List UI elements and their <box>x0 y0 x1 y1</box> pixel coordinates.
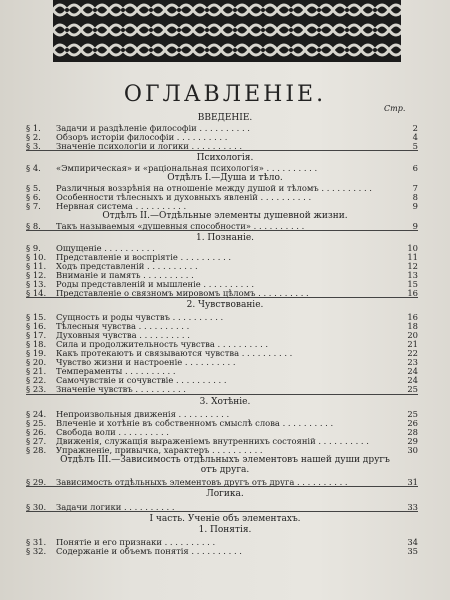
section-heading: 1. Познаніе. <box>195 233 255 243</box>
section-number: § 21. <box>26 367 47 376</box>
toc-entry <box>26 313 418 322</box>
page-number: 20 <box>407 331 418 340</box>
toc-entry <box>26 437 418 446</box>
toc-entry <box>26 547 418 556</box>
section-heading: 3. Хотѣніе. <box>199 397 251 407</box>
section-number: § 16. <box>26 322 47 331</box>
entry-title: Представленіе и воспріятіе . . . . . . . . . . <box>56 253 232 262</box>
page-number: 10 <box>407 244 418 253</box>
section-number: § 19. <box>26 349 47 358</box>
page-number: 11 <box>407 253 418 262</box>
section-number: § 12. <box>26 271 47 280</box>
page-number: 22 <box>407 349 418 358</box>
entry-title: Задачи и раздѣленіе философіи . . . . . . . . . . <box>56 124 250 133</box>
entry-title: Ходъ представленій . . . . . . . . . . <box>56 262 198 271</box>
section-number: § 27. <box>26 437 47 446</box>
entry-title: Различныя воззрѣнія на отношеніе между душой и тѣломъ . . . . . . . . . . <box>56 184 372 193</box>
section-heading: Отдѣлъ II.—Отдѣльные элементы душевной жизни. <box>102 211 348 221</box>
entry-title: Свобода воли . . . . . . . . . . <box>56 428 169 437</box>
toc-entry <box>26 538 418 547</box>
entry-title: Тѣлесныя чувства . . . . . . . . . . <box>56 322 190 331</box>
section-number: § 3. <box>26 142 41 151</box>
section-heading: Отдѣлъ I.—Душа и тѣло. <box>167 173 283 183</box>
section-heading: 1. Понятія. <box>198 525 252 535</box>
section-number: § 31. <box>26 538 47 547</box>
toc-entry <box>26 202 418 211</box>
section-number: § 10. <box>26 253 47 262</box>
page-number: 28 <box>407 428 418 437</box>
section-number: § 29. <box>26 478 47 487</box>
section-heading: Отдѣлъ III.—Зависимость отдѣльныхъ элементовъ нашей души другъ <box>60 455 390 465</box>
page-number: 9 <box>412 202 418 211</box>
entry-title: Чувство жизни и настроеніе . . . . . . . . . . <box>56 358 236 367</box>
section-number: § 26. <box>26 428 47 437</box>
toc-entry <box>26 124 418 133</box>
divider-rule <box>26 230 418 231</box>
section-number: § 28. <box>26 446 47 455</box>
page-number: 33 <box>407 503 418 512</box>
section-number: § 2. <box>26 133 41 142</box>
divider-rule <box>26 511 418 512</box>
divider-rule <box>26 297 418 298</box>
toc-entry <box>26 340 418 349</box>
page-number: 25 <box>407 410 418 419</box>
page-number: 9 <box>412 222 418 231</box>
entry-title: Ощущеніе . . . . . . . . . . <box>56 244 155 253</box>
section-heading: I часть. Ученіе объ элементахъ. <box>149 514 301 524</box>
toc-entry <box>26 253 418 262</box>
divider-rule <box>26 486 418 487</box>
toc-entry <box>26 322 418 331</box>
toc-entry <box>26 428 418 437</box>
toc-entry <box>26 133 418 142</box>
entry-title: Обзоръ исторіи философіи . . . . . . . . . . <box>56 133 228 142</box>
page-number: 7 <box>412 184 418 193</box>
toc-entry <box>26 367 418 376</box>
section-number: § 22. <box>26 376 47 385</box>
section-number: § 15. <box>26 313 47 322</box>
section-heading: Психологія. <box>196 153 254 163</box>
page-title: ОГЛАВЛЕНІЕ. <box>123 82 327 107</box>
divider-rule <box>26 150 418 151</box>
entry-title: Роды представленій и мышленіе . . . . . . . . . . <box>56 280 254 289</box>
page-number: 4 <box>412 133 418 142</box>
toc-entry <box>26 385 418 394</box>
entry-title: Сущность и роды чувствъ . . . . . . . . . . <box>56 313 224 322</box>
page-number: 8 <box>412 193 418 202</box>
section-number: § 17. <box>26 331 47 340</box>
page-number: 34 <box>407 538 418 547</box>
section-number: § 8. <box>26 222 41 231</box>
page-number: 2 <box>412 124 418 133</box>
entry-title: Самочувствіе и сочувствіе . . . . . . . . . . <box>56 376 227 385</box>
page-number: 12 <box>407 262 418 271</box>
page-number: 16 <box>407 313 418 322</box>
page-number: 21 <box>407 340 418 349</box>
entry-title: Нервная система . . . . . . . . . . <box>56 202 187 211</box>
toc-entry <box>26 349 418 358</box>
section-number: § 20. <box>26 358 47 367</box>
section-number: § 30. <box>26 503 47 512</box>
section-number: § 24. <box>26 410 47 419</box>
entry-title: Задачи логики . . . . . . . . . . <box>56 503 175 512</box>
section-number: § 1. <box>26 124 41 133</box>
entry-title: Особенности тѣлесныхъ и духовныхъ явленій . . . . . . . . . . <box>56 193 312 202</box>
entry-title: Такъ называемыя «душевныя способности» . . . . . . . . . . <box>56 222 305 231</box>
page-column-label: Стр. <box>384 104 406 113</box>
page-number: 24 <box>407 367 418 376</box>
entry-title: Представленіе о связномъ мировомъ цѣломъ . . . . . . . . . . <box>56 289 309 298</box>
toc-entry <box>26 280 418 289</box>
toc-entry <box>26 244 418 253</box>
toc-entry <box>26 164 418 173</box>
section-number: § 6. <box>26 193 41 202</box>
entry-title: Темпераменты . . . . . . . . . . <box>56 367 176 376</box>
section-heading: отъ друга. <box>200 465 250 475</box>
page-number: 31 <box>407 478 418 487</box>
page-number: 6 <box>412 164 418 173</box>
section-heading: Логика. <box>206 489 244 499</box>
toc-entry <box>26 419 418 428</box>
entry-title: Духовныя чувства . . . . . . . . . . <box>56 331 190 340</box>
page-number: 25 <box>407 385 418 394</box>
page-number: 18 <box>407 322 418 331</box>
page-number: 26 <box>407 419 418 428</box>
page-number: 30 <box>407 446 418 455</box>
entry-title: Вниманіе и память . . . . . . . . . . <box>56 271 194 280</box>
page-number: 35 <box>407 547 418 556</box>
toc-entry <box>26 446 418 455</box>
section-number: § 7. <box>26 202 41 211</box>
entry-title: Зависимость отдѣльныхъ элементовъ другъ отъ друга . . . . . . . . . . <box>56 478 348 487</box>
toc-entry <box>26 376 418 385</box>
toc-entry <box>26 358 418 367</box>
section-number: § 32. <box>26 547 47 556</box>
toc-entry <box>26 184 418 193</box>
page-number: 15 <box>407 280 418 289</box>
section-heading: ВВЕДЕНІЕ. <box>197 113 253 123</box>
section-number: § 5. <box>26 184 41 193</box>
divider-rule <box>26 394 418 395</box>
entry-title: Сила и продолжительность чувства . . . . . . . . . . <box>56 340 269 349</box>
page-number: 13 <box>407 271 418 280</box>
section-number: § 11. <box>26 262 47 271</box>
page-number: 29 <box>407 437 418 446</box>
entry-title: Значеніе психологіи и логики . . . . . . . . . . <box>56 142 243 151</box>
section-number: § 25. <box>26 419 47 428</box>
page-number: 23 <box>407 358 418 367</box>
entry-title: Содержаніе и объемъ понятія . . . . . . . . . . <box>56 547 242 556</box>
toc-entry <box>26 331 418 340</box>
entry-title: Упражненіе, привычка, характеръ . . . . . . . . . . <box>56 446 263 455</box>
page-number: 24 <box>407 376 418 385</box>
page-number: 5 <box>412 142 418 151</box>
entry-title: Движенія, служащія выраженіемъ внутреннихъ состояній . . . . . . . . . . <box>56 437 369 446</box>
entry-title: Значеніе чувствъ . . . . . . . . . . <box>56 385 186 394</box>
toc-entry <box>26 262 418 271</box>
section-number: § 18. <box>26 340 47 349</box>
knotwork-ornament <box>53 0 401 64</box>
entry-title: Влеченіе и хотѣніе въ собственномъ смыслѣ слова . . . . . . . . . . <box>56 419 334 428</box>
section-number: § 4. <box>26 164 41 173</box>
entry-title: «Эмпирическая» и «раціональная психологія» . . . . . . . . . . <box>56 164 318 173</box>
entry-title: Понятіе и его признаки . . . . . . . . . . <box>56 538 216 547</box>
entry-title: Какъ протекаютъ и связываются чувства . . . . . . . . . . <box>56 349 293 358</box>
section-number: § 14. <box>26 289 47 298</box>
toc-entry <box>26 271 418 280</box>
entry-title: Непроизвольныя движенія . . . . . . . . . . <box>56 410 230 419</box>
section-number: § 13. <box>26 280 47 289</box>
section-heading: 2. Чувствованіе. <box>186 300 264 310</box>
section-number: § 23. <box>26 385 47 394</box>
page-number: 16 <box>407 289 418 298</box>
toc-entry <box>26 410 418 419</box>
toc-entry <box>26 193 418 202</box>
section-number: § 9. <box>26 244 41 253</box>
